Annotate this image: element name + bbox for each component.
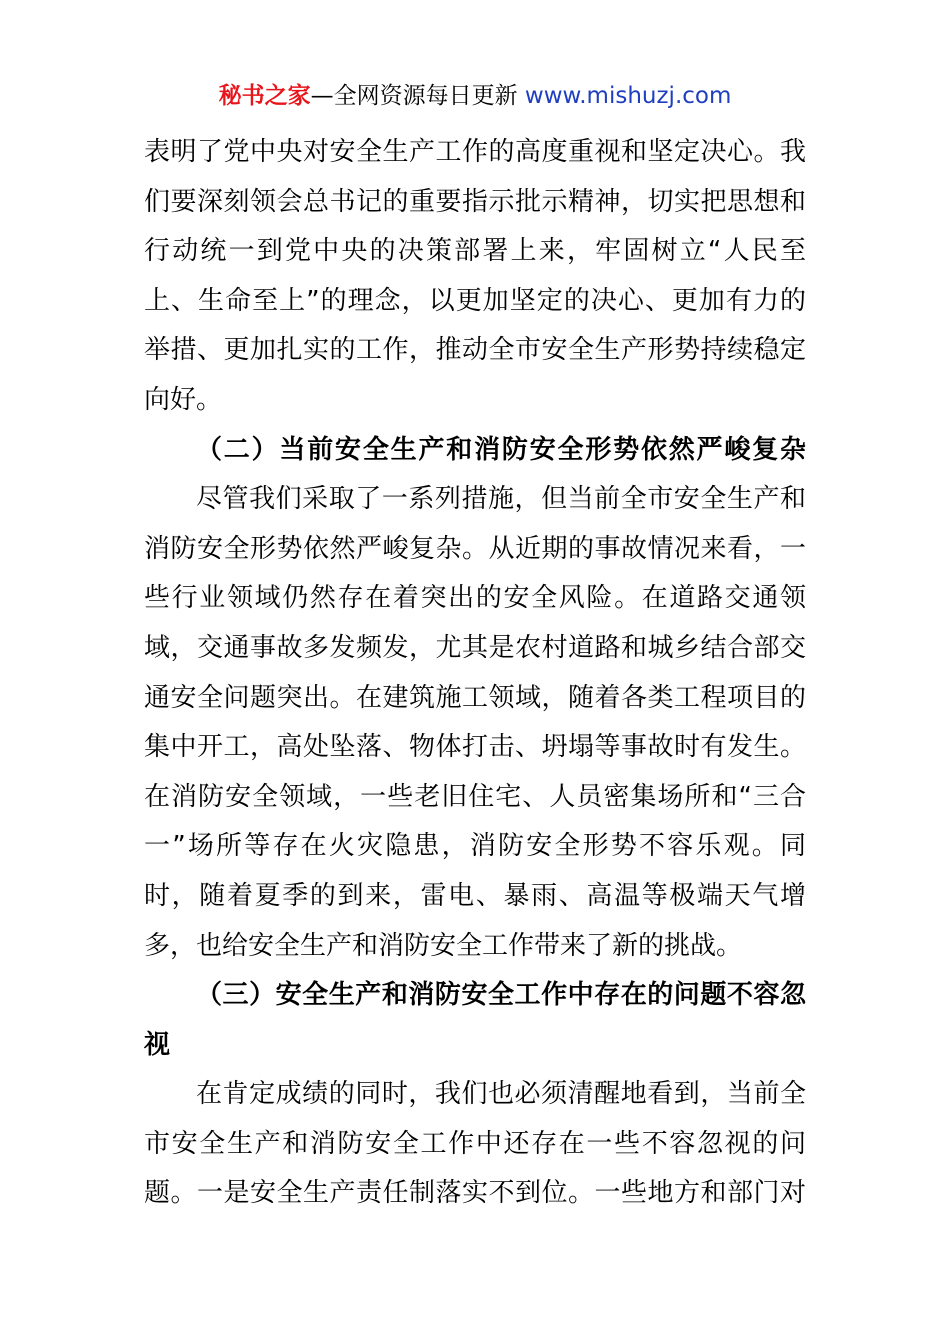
page-header [0, 80, 950, 112]
paragraph-line: 域，交通事故多发频发，尤其是农村道路和城乡结合部交 [144, 632, 806, 663]
paragraph-line: 时，随着夏季的到来，雷电、暴雨、高温等极端天气增 [144, 880, 806, 911]
paragraph-line: 们要深刻领会总书记的重要指示批示精神，切实把思想和 [144, 186, 806, 217]
paragraph-line: 集中开工，高处坠落、物体打击、坍塌等事故时有发生。 [144, 732, 806, 763]
paragraph-line: 上、生命至上”的理念，以更加坚定的决心、更加有力的 [144, 285, 806, 316]
paragraph-line: 通安全问题突出。在建筑施工领域，随着各类工程项目的 [144, 682, 806, 713]
paragraph-line: 市安全生产和消防安全工作中还存在一些不容忽视的问 [144, 1128, 806, 1159]
paragraph-line: 多，也给安全生产和消防安全工作带来了新的挑战。 [144, 930, 743, 961]
paragraph-line: 行动统一到党中央的决策部署上来，牢固树立“人民至 [144, 236, 806, 267]
document-body [144, 128, 806, 1219]
paragraph-line: 些行业领域仍然存在着突出的安全风险。在道路交通领 [144, 583, 806, 614]
header-brand: 秘书之家 [218, 83, 311, 109]
paragraph-line: 在消防安全领域，一些老旧住宅、人员密集场所和“三合 [144, 781, 806, 812]
paragraph-line: 在肯定成绩的同时，我们也必须清醒地看到，当前全 [196, 1079, 806, 1110]
section-heading-line: （二）当前安全生产和消防安全形势依然严峻复杂 [196, 434, 806, 465]
paragraph-line: 表明了党中央对安全生产工作的高度重视和坚定决心。我 [144, 137, 806, 167]
paragraph-line: 举措、更加扎实的工作，推动全市安全生产形势持续稳定 [144, 335, 806, 366]
paragraph-line: 题。一是安全生产责任制落实不到位。一些地方和部门对 [144, 1178, 806, 1209]
section-heading-line: （三）安全生产和消防安全工作中存在的问题不容忽 [196, 980, 806, 1011]
paragraph-line: 一”场所等存在火灾隐患，消防安全形势不容乐观。同 [144, 831, 806, 862]
paragraph-line: 向好。 [144, 384, 223, 415]
header-url-link[interactable]: www.mishuzj.com [524, 83, 732, 109]
header-tagline: —全网资源每日更新 [310, 83, 525, 109]
paragraph-line: 尽管我们采取了一系列措施，但当前全市安全生产和 [196, 484, 806, 515]
paragraph-line: 视 [144, 1029, 171, 1060]
paragraph-line: 消防安全形势依然严峻复杂。从近期的事故情况来看，一 [144, 533, 806, 564]
